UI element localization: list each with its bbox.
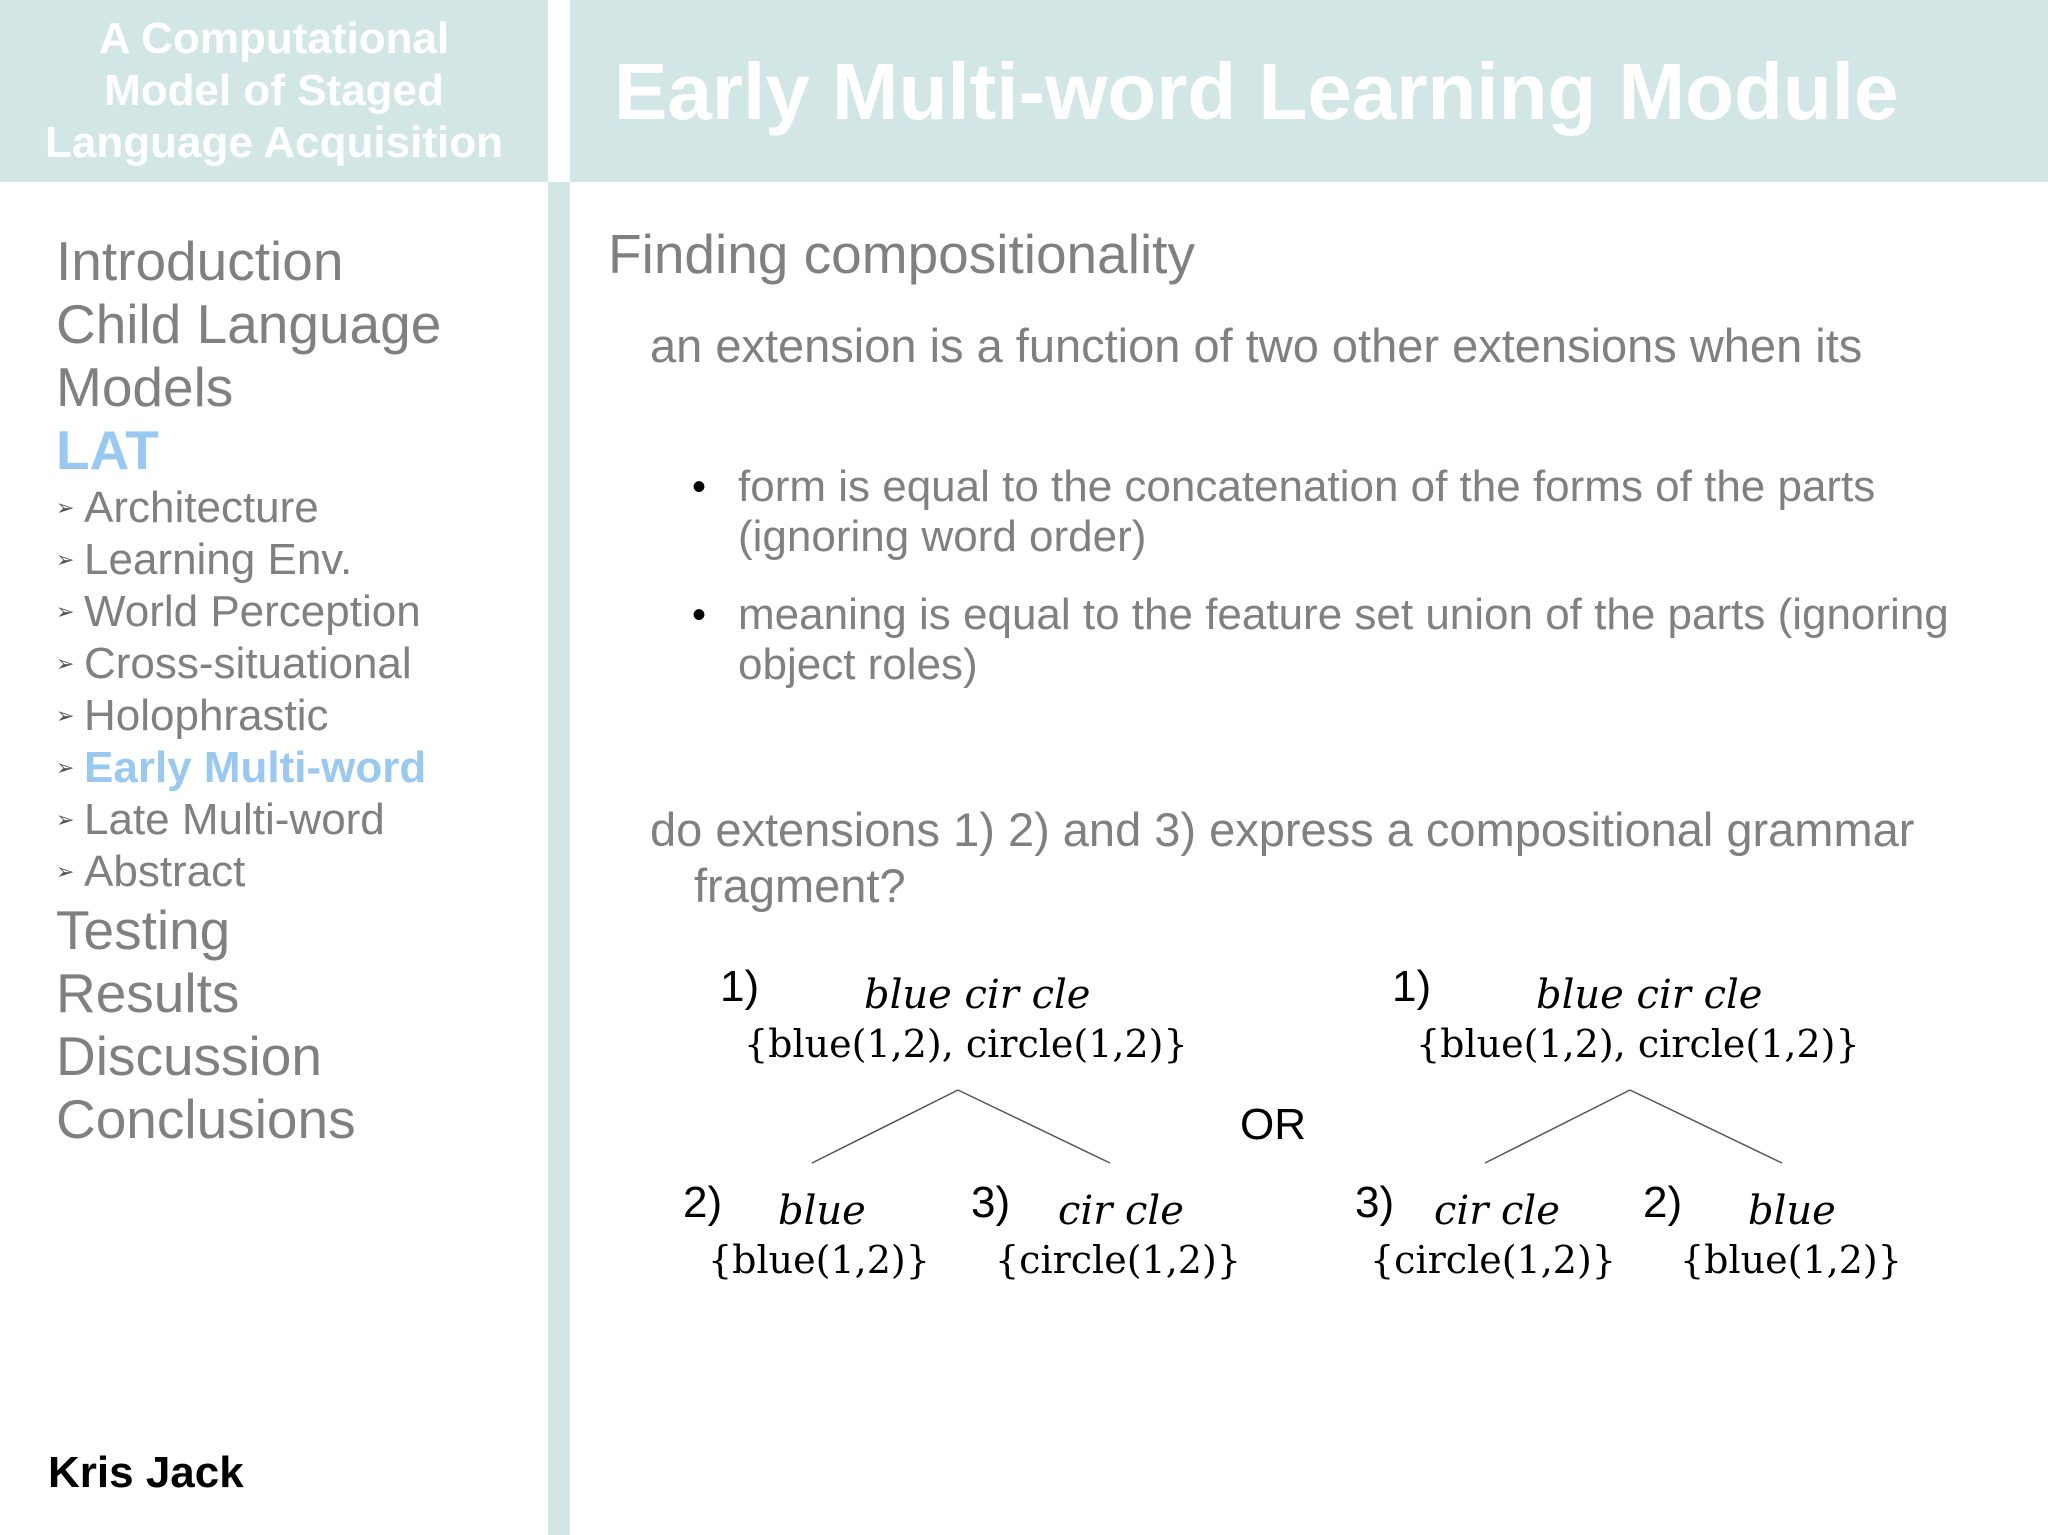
- tree2-left-meaning: {circle(1,2)}: [1370, 1238, 1616, 1282]
- tree1-root-number: 1): [720, 962, 760, 1011]
- arrow-bullet-icon: ➢: [56, 755, 75, 780]
- bullet-text: meaning is equal to the feature set union of the parts (ignoring object roles): [738, 590, 1949, 689]
- nav-item-child-language[interactable]: Child Language: [56, 293, 442, 355]
- nav-subitem-label: Architecture: [84, 483, 319, 532]
- tree2-left-branch: [1485, 1090, 1630, 1163]
- tree2-root-form: blue cir cle: [1536, 972, 1763, 1018]
- deck-title: A Computational Model of Staged Language Acquisition: [45, 14, 503, 167]
- nav-item-models[interactable]: Models: [56, 356, 234, 418]
- section-title: Finding compositionality: [608, 223, 1195, 285]
- tree1-left-branch: [812, 1090, 958, 1163]
- nav-item-introduction[interactable]: Introduction: [56, 230, 344, 292]
- tree1-right-meaning: {circle(1,2)}: [995, 1238, 1241, 1282]
- slide-title: Early Multi-word Learning Module: [614, 47, 1899, 136]
- nav-subitem-label: Cross-situational: [84, 639, 412, 688]
- tree1-left-meaning: {blue(1,2)}: [708, 1238, 930, 1282]
- arrow-bullet-icon: ➢: [56, 651, 75, 676]
- intro-paragraph: an extension is a function of two other extensions when its: [650, 319, 1863, 372]
- bullet-text: form is equal to the concatenation of the forms of the parts (ignoring word order): [738, 462, 1876, 561]
- tree1-root-meaning: {blue(1,2), circle(1,2)}: [744, 1022, 1188, 1066]
- tree2-right-number: 2): [1643, 1178, 1683, 1227]
- tree2-right-branch: [1630, 1090, 1782, 1163]
- nav-subitem-label: Early Multi-word: [84, 743, 427, 792]
- author-name: Kris Jack: [48, 1448, 244, 1497]
- arrow-bullet-icon: ➢: [56, 547, 75, 572]
- arrow-bullet-icon: ➢: [56, 807, 75, 832]
- or-label: OR: [1240, 1100, 1306, 1149]
- tree1-right-form: cir cle: [1058, 1188, 1184, 1234]
- tree1-root-form: blue cir cle: [864, 972, 1091, 1018]
- tree2-left-number: 3): [1355, 1178, 1395, 1227]
- nav-subitem-label: Abstract: [84, 847, 246, 896]
- nav-subitem-label: Holophrastic: [84, 691, 329, 740]
- tree2-root-meaning: {blue(1,2), circle(1,2)}: [1416, 1022, 1860, 1066]
- tree2-right-form: blue: [1748, 1188, 1836, 1234]
- arrow-bullet-icon: ➢: [56, 703, 75, 728]
- nav-item-conclusions[interactable]: Conclusions: [56, 1088, 356, 1150]
- question-paragraph: do extensions 1) 2) and 3) express a compositional grammar fragment?: [650, 803, 1915, 912]
- tree1-right-branch: [958, 1090, 1110, 1163]
- tree2-left-form: cir cle: [1434, 1188, 1560, 1234]
- tree2-root-number: 1): [1392, 962, 1432, 1011]
- nav-subitem-label: Late Multi-word: [84, 795, 385, 844]
- tree1-left-number: 2): [683, 1178, 723, 1227]
- nav-subitem-label: Learning Env.: [84, 535, 353, 584]
- arrow-bullet-icon: ➢: [56, 599, 75, 624]
- arrow-bullet-icon: ➢: [56, 495, 75, 520]
- tree1-right-number: 3): [971, 1178, 1011, 1227]
- tree2-right-meaning: {blue(1,2)}: [1680, 1238, 1902, 1282]
- bullet-dot-icon: •: [692, 465, 707, 509]
- nav-item-discussion[interactable]: Discussion: [56, 1025, 322, 1087]
- arrow-bullet-icon: ➢: [56, 859, 75, 884]
- nav-item-testing[interactable]: Testing: [56, 899, 231, 961]
- nav-item-lat[interactable]: LAT: [56, 419, 159, 481]
- bullet-dot-icon: •: [692, 593, 707, 637]
- nav-item-results[interactable]: Results: [56, 962, 240, 1024]
- nav-subitem-label: World Perception: [84, 587, 421, 636]
- tree1-left-form: blue: [778, 1188, 866, 1234]
